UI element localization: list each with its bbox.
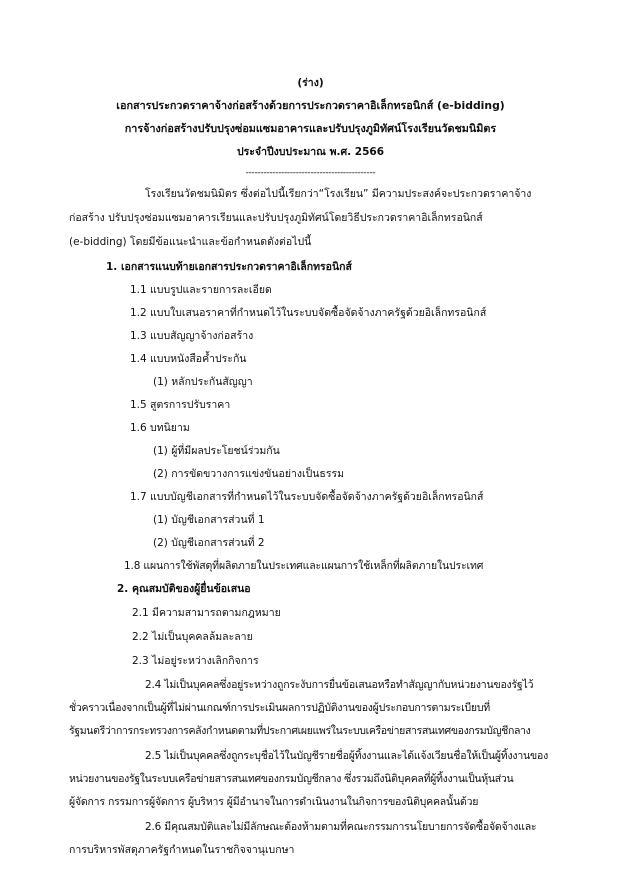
section-1-item: 1.7 แบบบัญชีเอกสารที่กำหนดไว้ในระบบจัดซื้อจัดจ้างภาครัฐด้วยอิเล็กทรอนิกส์ <box>130 491 484 503</box>
draft-label: (ร่าง) <box>297 77 324 89</box>
section-1-item: 1.3 แบบสัญญาจ้างก่อสร้าง <box>130 330 254 342</box>
document-title-line-2: การจ้างก่อสร้างปรับปรุงซ่อมแซมอาคารและปรับปรุงภูมิทัศน์โรงเรียนวัดชมนิมิตร <box>124 122 497 135</box>
section-1-subitem: (1) หลักประกันสัญญา <box>153 376 253 388</box>
clause-2-6-line-1: 2.6 มีคุณสมบัติและไม่มีลักษณะต้องห้ามตามที่คณะกรรมการนโยบายการจัดซื้อจัดจ้างและ <box>145 821 537 833</box>
clause-2-4-line-1: 2.4 ไม่เป็นบุคคลซึ่งอยู่ระหว่างถูกระงับการยื่นข้อเสนอหรือทำสัญญากับหน่วยงานของรัฐไว้ <box>145 679 534 691</box>
section-1-item: 1.8 แผนการใช้พัสดุที่ผลิตภายในประเทศและแผนการใช้เหล็กที่ผลิตภายในประเทศ <box>124 560 484 572</box>
document-title-line-1: เอกสารประกวดราคาจ้างก่อสร้างด้วยการประกวดราคาอิเล็กทรอนิกส์ (e-bidding) <box>116 99 505 112</box>
clause-2-4-line-2: ชั่วคราวเนื่องจากเป็นผู้ที่ไม่ผ่านเกณฑ์การประเมินผลการปฏิบัติงานของผู้ประกอบการตามระเบียบที่ <box>69 702 490 714</box>
section-1-item: 1.2 แบบใบเสนอราคาที่กำหนดไว้ในระบบจัดซื้อจัดจ้างภาครัฐด้วยอิเล็กทรอนิกส์ <box>130 307 487 319</box>
section-1-item: 1.1 แบบรูปและรายการละเอียด <box>130 284 272 296</box>
clause-2-6-line-2: การบริหารพัสดุภาครัฐกำหนดในราชกิจจานุเบกษา <box>69 844 295 856</box>
section-1-item: 1.5 สูตรการปรับราคา <box>130 399 231 411</box>
section-2-item: 2.1 มีความสามารถตามกฎหมาย <box>132 607 281 619</box>
section-1-item: 1.6 บทนิยาม <box>130 422 190 434</box>
clause-2-5-line-2: หน่วยงานของรัฐในระบบเครือข่ายสารสนเทศของกรมบัญชีกลาง ซึ่งรวมถึงนิติบุคคลที่ผู้ทิ้งงานเป็นหุ้นส่วน <box>69 773 514 785</box>
section-1-subitem: (2) บัญชีเอกสารส่วนที่ 2 <box>153 537 265 549</box>
intro-line-2: ก่อสร้าง ปรับปรุงซ่อมแซมอาคารเรียนและปรับปรุงภูมิทัศน์โดยวิธีประกวดราคาอิเล็กทรอนิกส์ <box>69 212 483 224</box>
section-1-subitem: (2) การขัดขวางการแข่งขันอย่างเป็นธรรม <box>153 468 345 480</box>
clause-2-4-line-3: รัฐมนตรีว่าการกระทรวงการคลังกำหนดตามที่ประกาศเผยแพร่ในระบบเครือข่ายสารสนเทศของกรมบัญชีกลาง <box>69 725 531 737</box>
intro-line-3: (e-bidding) โดยมีข้อแนะนำและข้อกำหนดดังต่อไปนี้ <box>69 236 312 248</box>
section-2-item: 2.2 ไม่เป็นบุคคลล้มละลาย <box>132 631 253 643</box>
section-1-subitem: (1) ผู้ที่มีผลประโยชน์ร่วมกัน <box>153 445 280 457</box>
clause-2-5-line-3: ผู้จัดการ กรรมการผู้จัดการ ผู้บริหาร ผู้มีอำนาจในการดำเนินงานในกิจการของนิติบุคคลนั้นด้วย <box>69 796 479 808</box>
title-divider: -------------------------------------------- <box>245 168 376 178</box>
section-2-item: 2.3 ไม่อยู่ระหว่างเลิกกิจการ <box>132 655 259 667</box>
document-title-line-3: ประจำปีงบประมาณ พ.ศ. 2566 <box>236 146 385 158</box>
section-1-subitem: (1) บัญชีเอกสารส่วนที่ 1 <box>153 514 265 526</box>
section-2-heading: 2. คุณสมบัติของผู้ยื่นข้อเสนอ <box>117 583 251 595</box>
section-1-item: 1.4 แบบหนังสือค้ำประกัน <box>130 353 247 365</box>
section-1-heading: 1. เอกสารแนบท้ายเอกสารประกวดราคาอิเล็กทรอนิกส์ <box>106 261 352 273</box>
intro-line-1: โรงเรียนวัดชมนิมิตร ซึ่งต่อไปนี้เรียกว่า“โรงเรียน” มีความประสงค์จะประกวดราคาจ้าง <box>145 188 532 200</box>
clause-2-5-line-1: 2.5 ไม่เป็นบุคคลซึ่งถูกระบุชื่อไว้ในบัญชีรายชื่อผู้ทิ้งงานและได้แจ้งเวียนชื่อให้เป็นผู้ทิ้งงานของ <box>145 750 549 762</box>
